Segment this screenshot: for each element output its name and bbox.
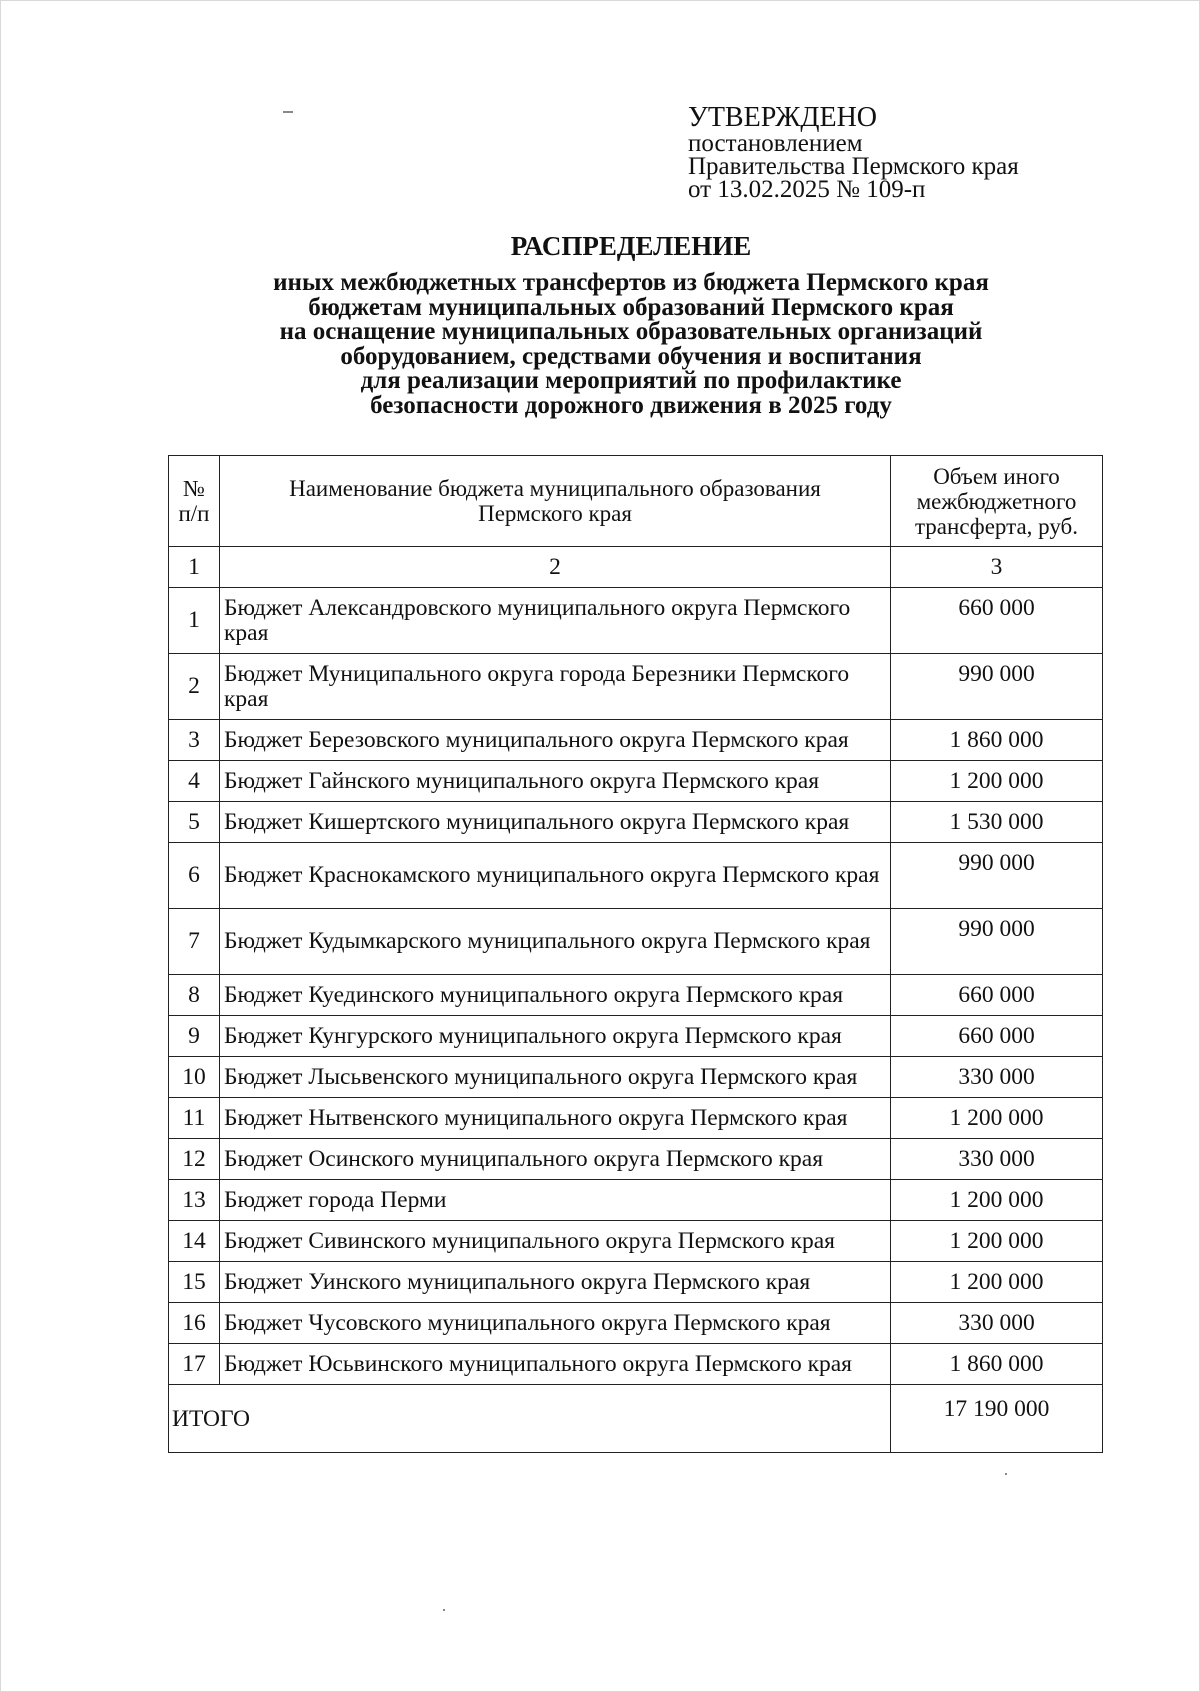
row-number: 11 — [169, 1098, 220, 1139]
row-number: 12 — [169, 1139, 220, 1180]
table-row — [169, 1344, 1103, 1385]
table-row — [169, 1221, 1103, 1262]
row-number: 4 — [169, 761, 220, 802]
budget-name: Бюджет Сивинского муниципального округа Пермского края — [220, 1221, 891, 1262]
transfer-amount: 990 000 — [891, 654, 1103, 720]
row-number: 9 — [169, 1016, 220, 1057]
table-row — [169, 909, 1103, 975]
subtitle-line: бюджетам муниципальных образований Пермского края — [308, 293, 954, 321]
row-number: 13 — [169, 1180, 220, 1221]
approval-line: Правительства Пермского края — [688, 153, 1019, 180]
subtitle-line: оборудованием, средствами обучения и воспитания — [340, 342, 922, 370]
header-amount-line: Объем иного — [933, 463, 1060, 489]
budget-name: Бюджет Чусовского муниципального округа Пермского края — [220, 1303, 891, 1344]
row-number: 16 — [169, 1303, 220, 1344]
header-amount-line: трансферта, руб. — [914, 513, 1079, 539]
subtitle-line: для реализации мероприятий по профилактике — [360, 367, 902, 394]
budget-name: Бюджет Осинского муниципального округа Пермского края — [220, 1139, 891, 1180]
transfer-amount: 1 860 000 — [891, 1344, 1103, 1385]
budget-name: Бюджет Кишертского муниципального округа Пермского края — [220, 802, 891, 843]
table-row — [169, 1262, 1103, 1303]
transfer-amount: 1 200 000 — [891, 761, 1103, 802]
header-number — [169, 456, 220, 547]
budget-name: Бюджет Гайнского муниципального округа Пермского края — [220, 761, 891, 802]
table-row — [169, 1139, 1103, 1180]
table-row — [169, 588, 1103, 654]
row-number: 8 — [169, 975, 220, 1016]
budget-name: Бюджет Юсьвинского муниципального округа Пермского края — [220, 1344, 891, 1385]
row-number: 10 — [169, 1057, 220, 1098]
budget-name: Бюджет Куединского муниципального округа Пермского края — [220, 975, 891, 1016]
table-row — [169, 1098, 1103, 1139]
table-header-row — [169, 456, 1103, 547]
table-row — [169, 1057, 1103, 1098]
column-number: 3 — [891, 547, 1103, 588]
transfer-amount: 1 200 000 — [891, 1221, 1103, 1262]
transfer-amount: 660 000 — [891, 975, 1103, 1016]
table-row — [169, 720, 1103, 761]
approval-line: от 13.02.2025 № 109-п — [688, 176, 926, 203]
row-number: 6 — [169, 843, 220, 909]
budget-name: Бюджет Муниципального округа города Березники Пермского края — [220, 654, 891, 720]
transfer-amount: 1 860 000 — [891, 720, 1103, 761]
budget-name: Бюджет Уинского муниципального округа Пермского края — [220, 1262, 891, 1303]
total-amount: 17 190 000 — [891, 1385, 1103, 1453]
document-subtitle — [0, 271, 1200, 418]
budget-name: Бюджет Нытвенского муниципального округа Пермского края — [220, 1098, 891, 1139]
row-number: 17 — [169, 1344, 220, 1385]
header-amount — [891, 456, 1103, 547]
table-row — [169, 802, 1103, 843]
scan-speck — [1005, 1473, 1007, 1475]
budget-name: Бюджет Березовского муниципального округа Пермского края — [220, 720, 891, 761]
transfer-amount: 990 000 — [891, 843, 1103, 909]
transfer-amount: 1 530 000 — [891, 802, 1103, 843]
table-row — [169, 654, 1103, 720]
transfer-amount: 330 000 — [891, 1303, 1103, 1344]
row-number: 1 — [169, 588, 220, 654]
approval-line: постановлением — [688, 130, 863, 157]
header-budget-name — [220, 456, 891, 547]
transfer-amount: 660 000 — [891, 1016, 1103, 1057]
budget-name: Бюджет Кудымкарского муниципального округа Пермского края — [220, 909, 891, 975]
column-number-row — [169, 547, 1103, 588]
transfer-amount: 1 200 000 — [891, 1180, 1103, 1221]
transfer-amount: 990 000 — [891, 909, 1103, 975]
transfer-amount: 660 000 — [891, 588, 1103, 654]
table-row — [169, 843, 1103, 909]
header-amount-line: межбюджетного — [916, 488, 1077, 514]
table-row — [169, 1180, 1103, 1221]
distribution-table — [168, 455, 1103, 1453]
scan-speck — [283, 111, 293, 113]
document-title: РАСПРЕДЕЛЕНИЕ — [510, 231, 752, 261]
transfer-amount: 330 000 — [891, 1057, 1103, 1098]
transfer-amount: 1 200 000 — [891, 1098, 1103, 1139]
budget-name: Бюджет Кунгурского муниципального округа Пермского края — [220, 1016, 891, 1057]
subtitle-line: на оснащение муниципальных образовательных организаций — [279, 318, 983, 345]
total-row — [169, 1385, 1103, 1453]
total-label: ИТОГО — [169, 1385, 891, 1453]
subtitle-line: безопасности дорожного движения в 2025 году — [370, 391, 892, 419]
column-number: 1 — [169, 547, 220, 588]
table-row — [169, 761, 1103, 802]
header-name-line: Пермского края — [478, 501, 632, 526]
scan-speck — [443, 1609, 445, 1611]
budget-name: Бюджет Лысьвенского муниципального округа Пермского края — [220, 1057, 891, 1098]
row-number: 14 — [169, 1221, 220, 1262]
row-number: 2 — [169, 654, 220, 720]
transfer-amount: 1 200 000 — [891, 1262, 1103, 1303]
table-row — [169, 1303, 1103, 1344]
table-row — [169, 975, 1103, 1016]
column-number: 2 — [220, 547, 891, 588]
budget-name: Бюджет Краснокамского муниципального округа Пермского края — [220, 843, 891, 909]
header-number-line: № — [183, 476, 205, 501]
approval-stamp — [688, 103, 1019, 201]
subtitle-line: иных межбюджетных трансфертов из бюджета Пермского края — [273, 269, 989, 296]
row-number: 15 — [169, 1262, 220, 1303]
budget-name: Бюджет города Перми — [220, 1180, 891, 1221]
table-row — [169, 1016, 1103, 1057]
budget-name: Бюджет Александровского муниципального округа Пермского края — [220, 588, 891, 654]
approved-heading: УТВЕРЖДЕНО — [688, 102, 878, 133]
transfer-amount: 330 000 — [891, 1139, 1103, 1180]
row-number: 3 — [169, 720, 220, 761]
row-number: 7 — [169, 909, 220, 975]
row-number: 5 — [169, 802, 220, 843]
header-name-line: Наименование бюджета муниципального образования — [289, 476, 821, 501]
header-number-line: п/п — [178, 501, 210, 526]
